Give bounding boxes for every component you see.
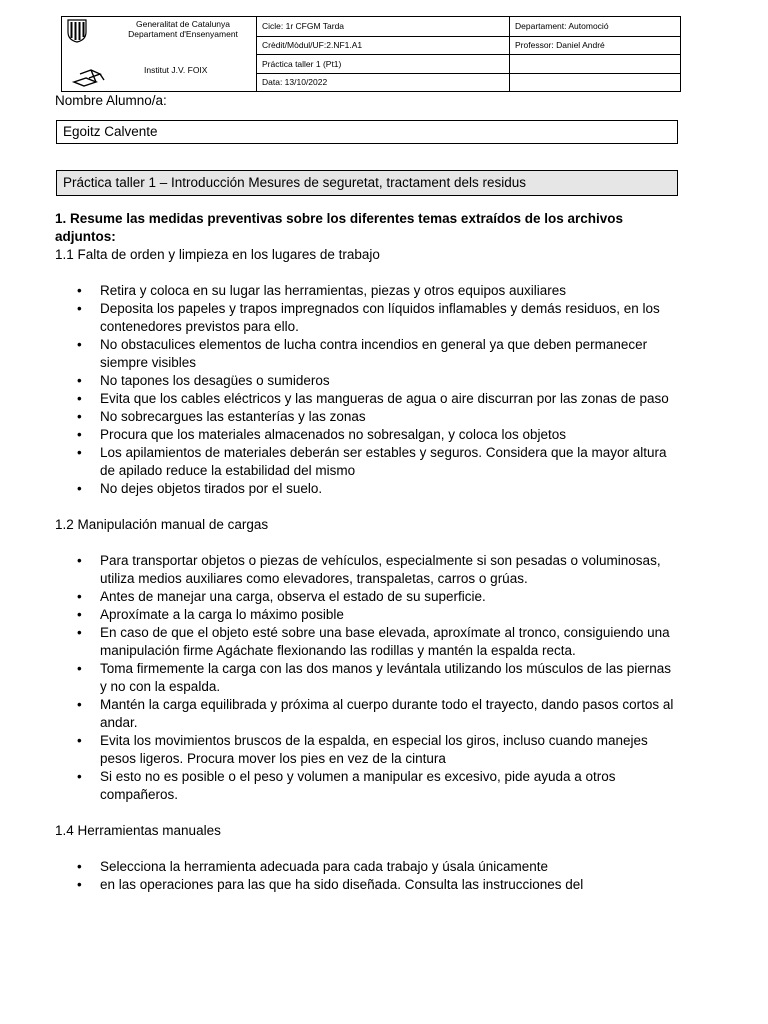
list-item: • En caso de que el objeto esté sobre una base elevada, aproxímate al tronco, consiguiendo una manipulación firme Agáchate flexionando las rodillas y mantén la espalda recta. xyxy=(55,624,680,660)
list-item: • No tapones los desagües o sumideros xyxy=(55,372,680,390)
generalitat-text xyxy=(114,19,252,39)
header-dept-cell xyxy=(510,17,680,91)
generalitat-shield-icon xyxy=(66,19,88,43)
sections-container xyxy=(55,246,680,894)
cicle-field: Cicle: 1r CFGM Tarda xyxy=(257,17,509,37)
list-item: • No dejes objetos tirados por el suelo. xyxy=(55,480,680,498)
list-item: • Los apilamientos de materiales deberán ser estables y seguros. Considera que la mayor altura de apilado reduce la estabilidad del mismo xyxy=(55,444,680,480)
document-body xyxy=(55,210,680,894)
spacer xyxy=(55,840,680,858)
list-item: • Si esto no es posible o el peso y volumen a manipular es excesivo, pide ayuda a otros compañeros. xyxy=(55,768,680,804)
section-title: 1.2 Manipulación manual de cargas xyxy=(55,517,269,532)
bullet-list xyxy=(55,552,680,804)
list-item: • Evita que los cables eléctricos y las mangueras de agua o aire discurran por las zonas de paso xyxy=(55,390,680,408)
spacer xyxy=(55,498,680,516)
practice-title: Práctica taller 1 – Introducción Mesures de seguretat, tractament dels residus xyxy=(56,170,678,196)
bullet-list xyxy=(55,282,680,498)
practica-field: Práctica taller 1 (Pt1) xyxy=(257,55,509,74)
list-item: • Procura que los materiales almacenados no sobresalgan, y coloca los objetos xyxy=(55,426,680,444)
header-logo-cell xyxy=(62,17,257,91)
departament-ensenyament: Departament d'Ensenyament xyxy=(128,29,238,39)
question-heading: 1. Resume las medidas preventivas sobre los diferentes temas extraídos de los archivos adjuntos: xyxy=(55,211,623,244)
list-item: • Deposita los papeles y trapos impregnados con líquidos inflamables y demás residuos, en los contenedores previstos para ello. xyxy=(55,300,680,336)
credit-field: Crèdit/Mòdul/UF:2.NF1.A1 xyxy=(257,37,509,55)
list-item: • Retira y coloca en su lugar las herramientas, piezas y otros equipos auxiliares xyxy=(55,282,680,300)
book-logo-icon xyxy=(72,66,106,88)
list-item: • en las operaciones para las que ha sido diseñada. Consulta las instrucciones del xyxy=(55,876,680,894)
professor-field: Professor: Daniel André xyxy=(510,37,680,55)
list-item: • Toma firmemente la carga con las dos manos y levántala utilizando los músculos de las piernas y no con la espalda. xyxy=(55,660,680,696)
list-item: • No obstaculices elementos de lucha contra incendios en general ya que deben permanecer siempre visibles xyxy=(55,336,680,372)
empty-field xyxy=(510,55,680,74)
spacer xyxy=(55,534,680,552)
student-name-field: Egoitz Calvente xyxy=(56,120,678,144)
bullet-list xyxy=(55,858,680,894)
list-item: • Selecciona la herramienta adecuada para cada trabajo y úsala únicamente xyxy=(55,858,680,876)
list-item: • Antes de manejar una carga, observa el estado de su superficie. xyxy=(55,588,680,606)
header-table xyxy=(61,16,681,92)
institut-name: Institut J.V. FOIX xyxy=(144,65,208,75)
list-item: • Evita los movimientos bruscos de la espalda, en especial los giros, incluso cuando manejes pesos ligeros. Procura mover los pies en vez de la cintura xyxy=(55,732,680,768)
generalitat-name: Generalitat de Catalunya xyxy=(135,19,231,29)
date-field: Data: 13/10/2022 xyxy=(262,77,328,87)
list-item: • Aproxímate a la carga lo máximo posible xyxy=(55,606,680,624)
student-label: Nombre Alumno/a: xyxy=(55,93,167,108)
section-title: 1.4 Herramientas manuales xyxy=(55,823,221,838)
header-info-cell xyxy=(257,17,510,91)
list-item: • Mantén la carga equilibrada y próxima al cuerpo durante todo el trayecto, dando pasos cortos al andar. xyxy=(55,696,680,732)
list-item: • No sobrecargues las estanterías y las zonas xyxy=(55,408,680,426)
section-title: 1.1 Falta de orden y limpieza en los lugares de trabajo xyxy=(55,247,380,262)
departament-field: Departament: Automoció xyxy=(510,17,680,37)
spacer xyxy=(55,804,680,822)
list-item: • Para transportar objetos o piezas de vehículos, especialmente si son pesadas o voluminosas, utiliza medios auxiliares como elevadores, transpaletas, carros o grúas. xyxy=(55,552,680,588)
spacer xyxy=(55,264,680,282)
